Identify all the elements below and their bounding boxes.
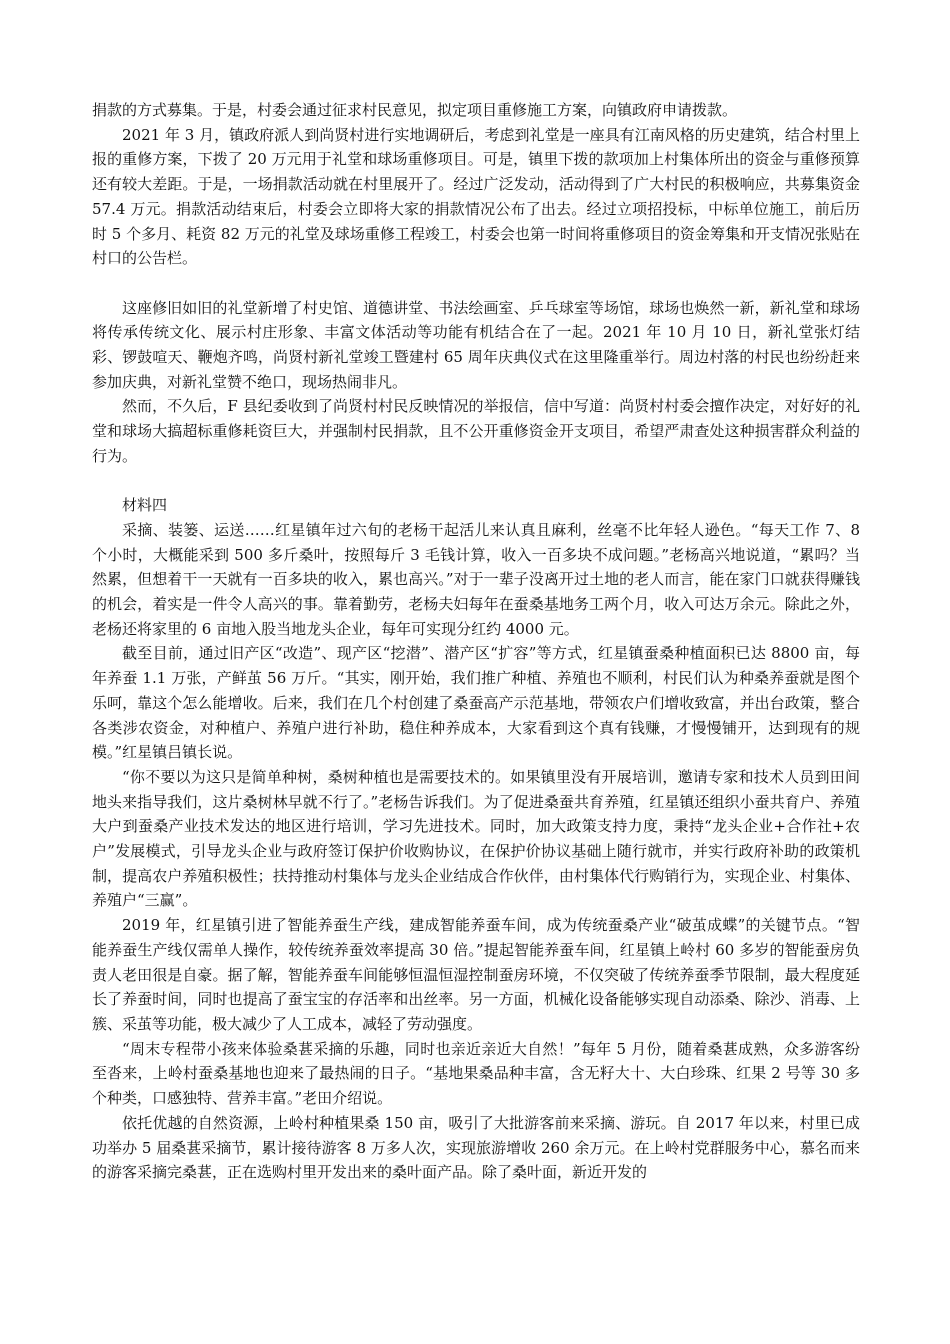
document-page <box>92 98 860 1185</box>
paragraph-4: 然而，不久后，F 县纪委收到了尚贤村村民反映情况的举报信，信中写道：尚贤村村委会擅作决定，对好好的礼堂和球场大搞超标重修耗资巨大，并强制村民捐款，且不公开重修资金开支项目，希望严肃查处这种损害群众利益的行为。 <box>92 397 860 465</box>
paragraph-1: 捐款的方式募集。于是，村委会通过征求村民意见，拟定项目重修施工方案，向镇政府申请拨款。 <box>92 101 738 119</box>
paragraph-3: 这座修旧如旧的礼堂新增了村史馆、道德讲堂、书法绘画室、乒乓球室等场馆，球场也焕然一新，新礼堂和球场将传承传统文化、展示村庄形象、丰富文体活动等功能有机结合在了一起。2021 年 10 月 10 日，新礼堂张灯结彩、锣鼓喧天、鞭炮齐鸣，尚贤村新礼堂竣工暨建村 65 周年庆典仪式在这里隆重举行。周边村落的村民也纷纷赶来参加庆典，对新礼堂赞不绝口，现场热闹非凡。 <box>92 298 860 391</box>
paragraph-9: “周末专程带小孩来体验桑葚采摘的乐趣，同时也亲近亲近大自然！”每年 5 月份，随着桑葚成熟，众多游客纷至沓来，上岭村蚕桑基地也迎来了最热闹的日子。“基地果桑品种丰富，含无籽大十、大白珍珠、红果 2 号等 30 多个种类，口感独特、营养丰富。”老田介绍说。 <box>92 1039 860 1108</box>
paragraph-8: 2019 年，红星镇引进了智能养蚕生产线，建成智能养蚕车间，成为传统蚕桑产业“破茧成蝶”的关键节点。“智能养蚕生产线仅需单人操作，较传统养蚕效率提高 30 倍。”提起智能养蚕车间，红星镇上岭村 60 多岁的智能蚕房负责人老田很是自豪。据了解，智能养蚕车间能够恒温恒湿控制蚕房环境，不仅突破了传统养蚕季节限制，最大程度延长了养蚕时间，同时也提高了蚕宝宝的存活率和出丝率。另一方面，机械化设备能够实现自动添桑、除沙、消毒、上簇、采茧等功能，极大减少了人工成本，减轻了劳动强度。 <box>92 916 860 1033</box>
paragraph-10: 依托优越的自然资源，上岭村种植果桑 150 亩，吸引了大批游客前来采摘、游玩。自 2017 年以来，村里已成功举办 5 届桑葚采摘节，累计接待游客 8 万多人次，实现旅游增收 260 余万元。在上岭村党群服务中心，慕名而来的游客采摘完桑葚，正在选购村里开发出来的桑叶面产品。除了桑叶面，新近开发的 <box>92 1113 860 1182</box>
paragraph-5: 采摘、装篓、运送……红星镇年过六旬的老杨干起活儿来认真且麻利，丝毫不比年轻人逊色。“每天工作 7、8 个小时，大概能采到 500 多斤桑叶，按照每斤 3 毛钱计算，收入一百多块不成问题。”老杨高兴地说道，“累吗？当然累，但想着干一天就有一百多块的收入，累也高兴。”对于一辈子没离开过土地的老人而言，能在家门口就获得赚钱的机会，着实是一件令人高兴的事。靠着勤劳，老杨夫妇每年在蚕桑基地务工两个月，收入可达万余元。除此之外，老杨还将家里的 6 亩地入股当地龙头企业，每年可实现分红约 4000 元。 <box>92 520 860 638</box>
paragraph-2: 2021 年 3 月，镇政府派人到尚贤村进行实地调研后，考虑到礼堂是一座具有江南风格的历史建筑，结合村里上报的重修方案，下拨了 20 万元用于礼堂和球场重修项目。可是，镇里下拨的款项加上村集体所出的资金与重修预算还有较大差距。于是，一场捐款活动就在村里展开了。经过广泛发动，活动得到了广大村民的积极响应，共募集资金 57.4 万元。捐款活动结束后，村委会立即将大家的捐款情况公布了出去。经过立项招投标，中标单位施工，前后历时 5 个多月、耗资 82 万元的礼堂及球场重修工程竣工，村委会也第一时间将重修项目的资金筹集和开支情况张贴在村口的公告栏。 <box>92 125 860 268</box>
paragraph-gap <box>92 469 860 494</box>
paragraph-6: 截至目前，通过旧产区“改造”、现产区“挖潜”、潜产区“扩容”等方式，红星镇蚕桑种植面积已达 8800 亩，每年养蚕 1.1 万张，产鲜茧 56 万斤。“其实，刚开始，我们推广种植、养殖也不顺利，村民们认为种桑养蚕就是图个乐呵，靠这个怎么能增收。后来，我们在几个村创建了桑蚕高产示范基地，带领农户们增收致富，并出台政策，整合各类涉农资金，对种植户、养殖户进行补助，稳住种养成本，大家看到这个真有钱赚，才慢慢铺开，达到现有的规模。”红星镇吕镇长说。 <box>92 644 861 762</box>
section-heading-material-4: 材料四 <box>122 496 168 515</box>
paragraph-7: “你不要以为这只是简单种树，桑树种植也是需要技术的。如果镇里没有开展培训，邀请专家和技术人员到田间地头来指导我们，这片桑树林早就不行了。”老杨告诉我们。为了促进桑蚕共育养殖，红星镇还组织小蚕共育户、养殖大户到蚕桑产业技术发达的地区进行培训，学习先进技术。同时，加大政策支持力度，秉持“龙头企业+合作社+农户”发展模式，引导龙头企业与政府签订保护价收购协议，在保护价协议基础上随行就市，并实行政府补助的政策机制，提高农户养殖积极性；扶持推动村集体与龙头企业结成合作伙伴，由村集体代行购销行为，实现企业、村集体、养殖户“三赢”。 <box>92 767 860 910</box>
paragraph-gap <box>92 271 860 296</box>
